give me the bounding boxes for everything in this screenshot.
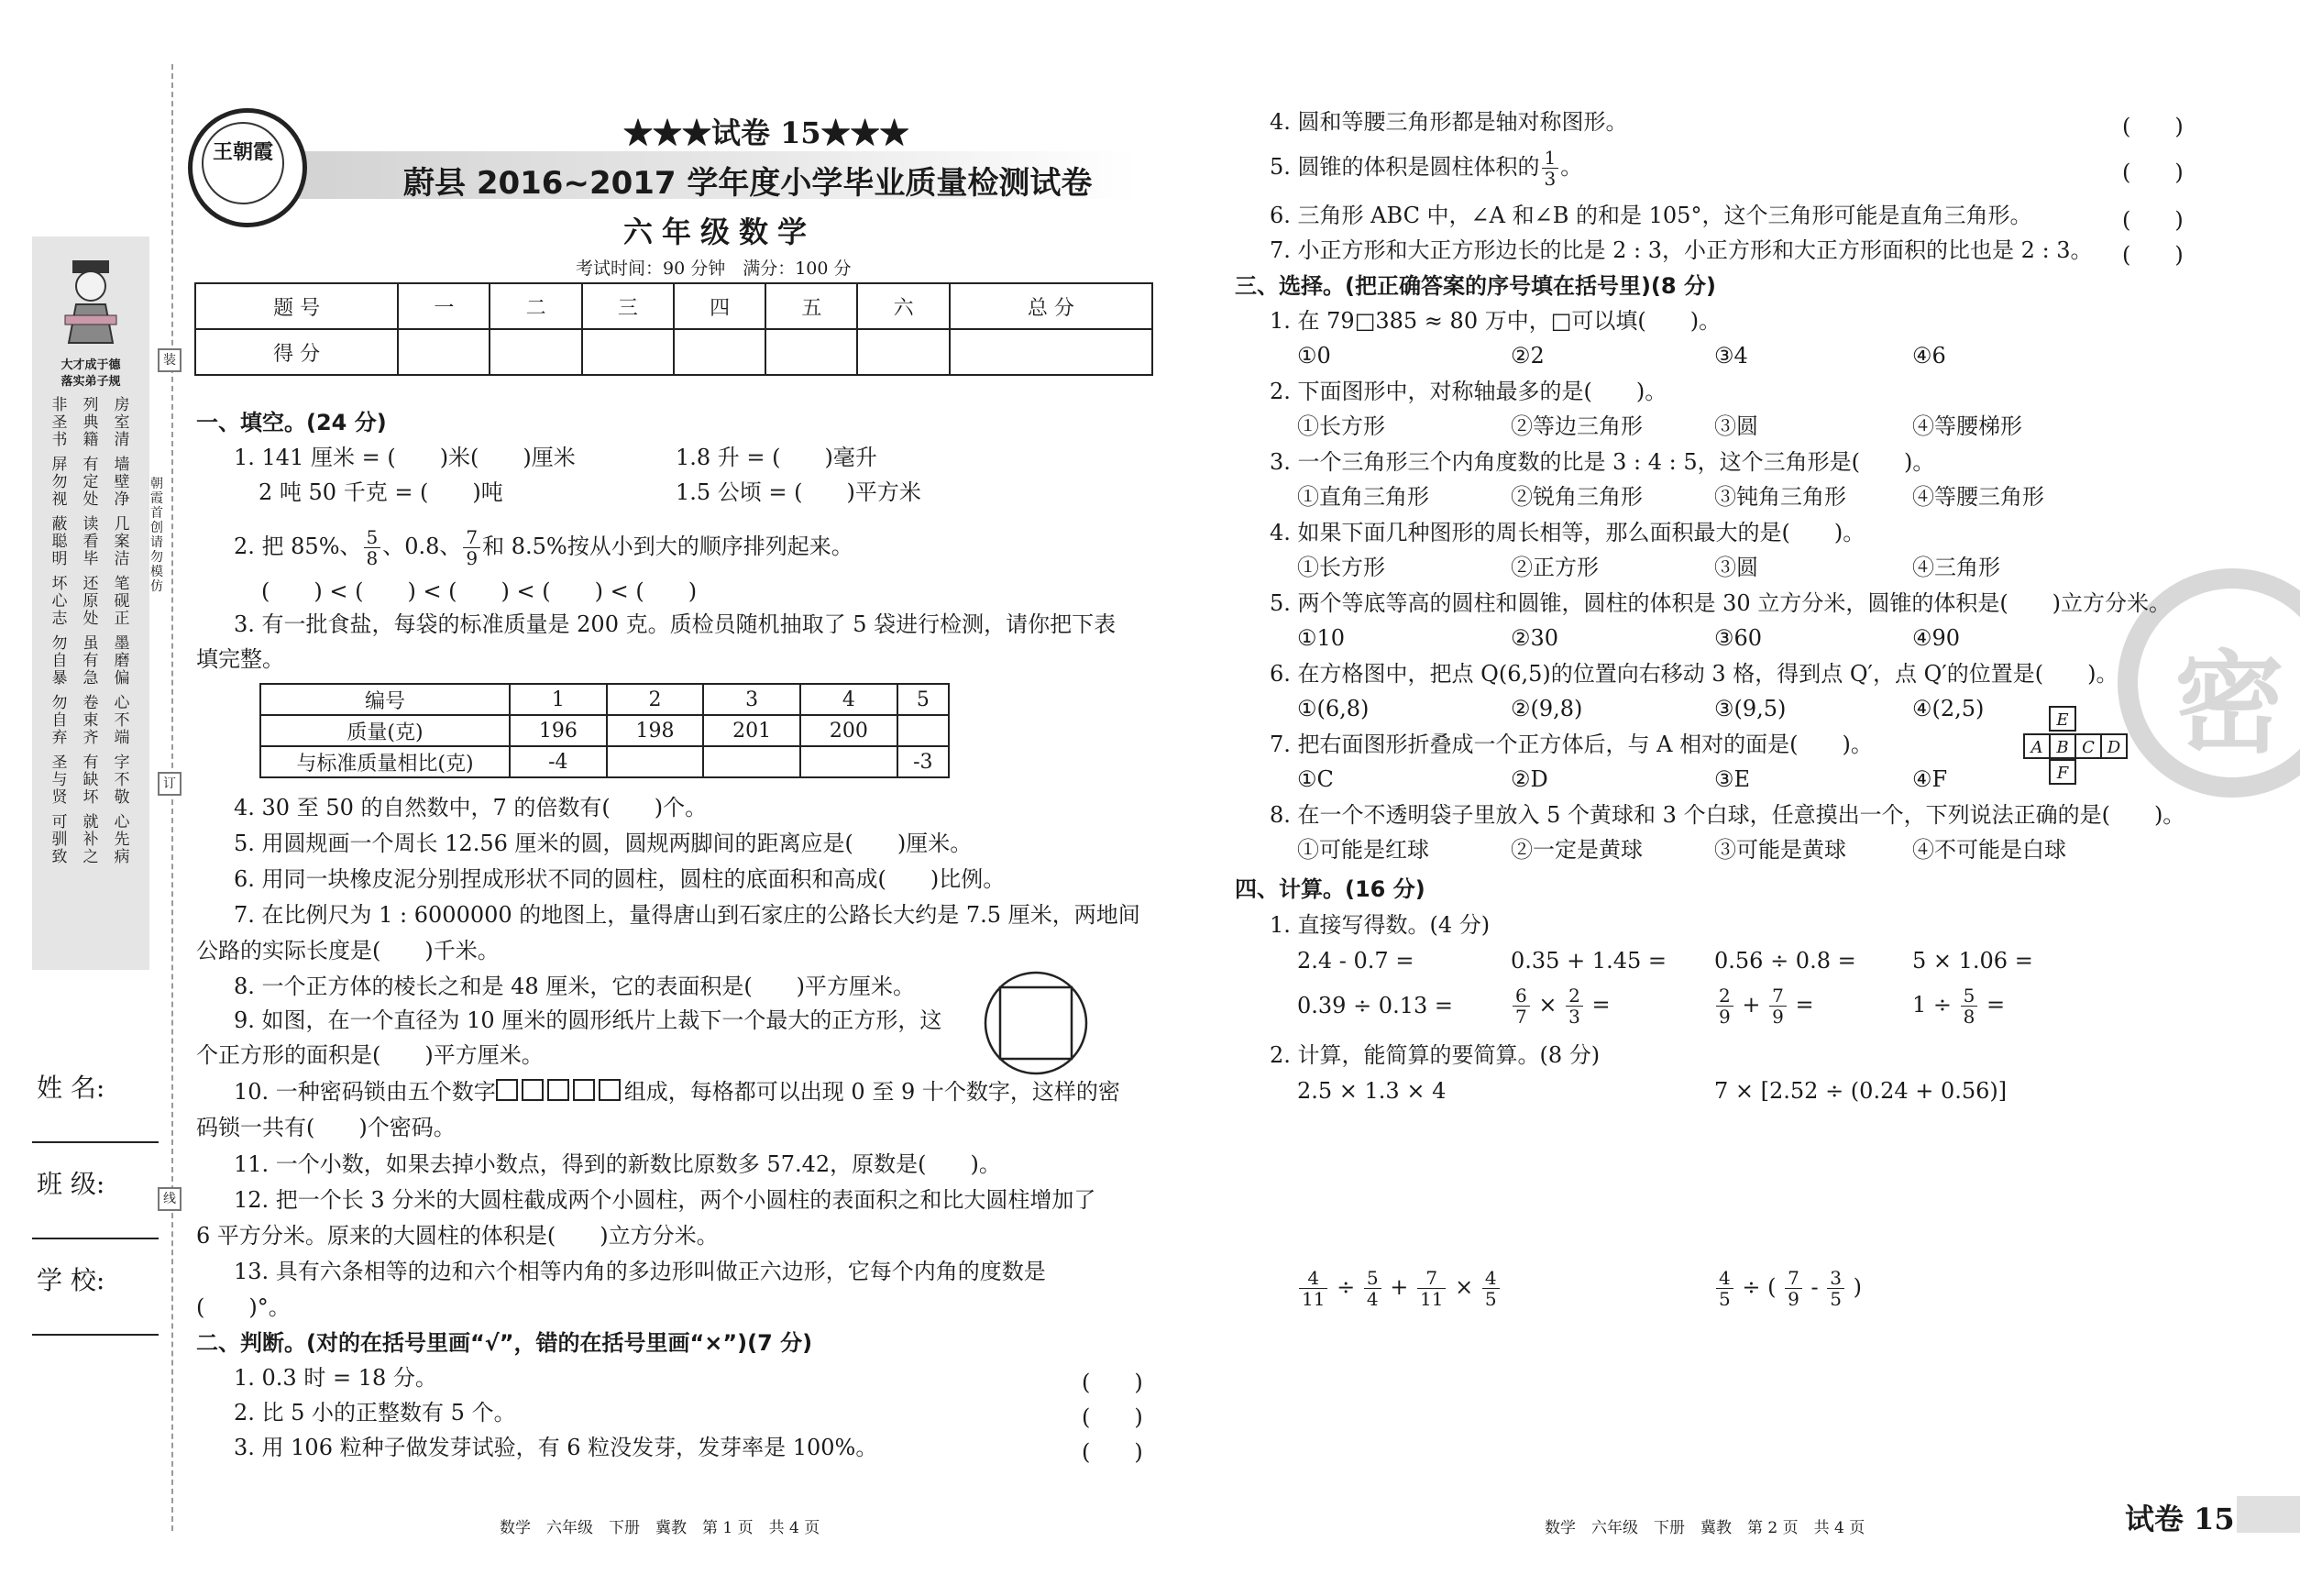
q3-line-2: 填完整。 [196, 646, 284, 672]
choice-option[interactable]: ③可能是黄球 [1714, 837, 1846, 863]
cube-face-a: A [2023, 733, 2051, 759]
judge-6-answer[interactable]: ( ) [2122, 207, 2184, 233]
choice-option[interactable]: ①可能是红球 [1297, 837, 1429, 863]
q13-line-1: 13. 具有六条相等的边和六个相等内角的多边形叫做正六边形，它每个内角的度数是 [234, 1259, 1046, 1284]
q2-frac-1 [364, 527, 381, 568]
table-cell[interactable] [800, 746, 897, 777]
frac-den: 9 [466, 547, 479, 569]
judge-5-frac [1542, 148, 1559, 189]
oral-7 [1714, 983, 1814, 1027]
frac-num: 1 [1542, 148, 1559, 169]
q9-line-2: 个正方形的面积是( )平方厘米。 [196, 1042, 544, 1068]
choice-option[interactable]: ②30 [1511, 625, 1559, 651]
choice-option[interactable]: ④等腰梯形 [1912, 413, 2022, 439]
frac-num: 2 [1566, 985, 1583, 1007]
frac [1769, 985, 1787, 1027]
paper-number: ★★★试卷 15★★★ [623, 116, 909, 150]
table-cell: 3 [703, 684, 800, 715]
frac [1417, 1268, 1446, 1309]
frac-den: 8 [366, 547, 379, 569]
oral-2: 0.35 + 1.45 = [1511, 948, 1667, 974]
q2-pre: 2. 把 85%、 [234, 534, 362, 559]
q10-line-2: 码锁一共有( )个密码。 [196, 1115, 456, 1140]
couplet-column: 还原处 [83, 575, 99, 628]
table-row [260, 715, 949, 746]
frac-den: 11 [1302, 1288, 1326, 1310]
judge-2: 2. 比 5 小的正整数有 5 个。 [234, 1400, 516, 1425]
judge-4: 4. 圆和等腰三角形都是轴对称图形。 [1270, 109, 1628, 135]
choice-option[interactable]: ④(2,5) [1912, 696, 1985, 721]
couplet-column: 圣与贤 [51, 754, 68, 807]
q2-order: ( ) < ( ) < ( ) < ( ) < ( ) [261, 578, 698, 604]
oral-3: 0.56 ÷ 0.8 = [1714, 948, 1856, 974]
stamp-char: 密 [2174, 639, 2284, 768]
choice-option[interactable]: ③E [1714, 766, 1751, 792]
page-title: 蔚县 2016~2017 学年度小学毕业质量检测试卷 [403, 165, 1093, 202]
couplet-group [41, 457, 140, 509]
choice-option[interactable]: ③60 [1714, 625, 1763, 651]
exam-info: 考试时间：90 分钟 满分：100 分 [576, 259, 852, 279]
couplet-group [41, 397, 140, 449]
frac [1716, 1268, 1733, 1309]
choice-option[interactable]: ④F [1912, 766, 1948, 792]
score-cell[interactable] [857, 329, 949, 375]
choice-question-2: 2. 下面图形中，对称轴最多的是( )。 [1270, 379, 1667, 404]
password-boxes [496, 1079, 624, 1107]
frac-num: 7 [1769, 985, 1787, 1007]
choice-option[interactable]: ④6 [1912, 343, 1946, 369]
oral-6 [1511, 983, 1611, 1027]
q11: 11. 一个小数，如果去掉小数点，得到的新数比原数多 57.42，原数是( )。 [234, 1151, 1001, 1177]
frac-den: 9 [1719, 1006, 1731, 1028]
score-cell[interactable] [765, 329, 857, 375]
choice-option[interactable]: ①长方形 [1297, 555, 1385, 580]
choice-option[interactable]: ②一定是黄球 [1511, 837, 1643, 863]
calc-sub-1: 1. 直接写得数。(4 分) [1270, 912, 1491, 938]
section4-title: 四、计算。(16 分) [1235, 876, 1425, 902]
judge-4-answer[interactable]: ( ) [2122, 114, 2184, 139]
choice-option[interactable]: ④等腰三角形 [1912, 484, 2044, 510]
frac-den: 5 [1830, 1288, 1842, 1310]
choice-option[interactable]: ④不可能是白球 [1912, 837, 2066, 863]
q6: 6. 用同一块橡皮泥分别捏成形状不同的圆柱，圆柱的底面积和高成( )比例。 [234, 866, 1006, 892]
couplet-column: 卷束齐 [83, 694, 99, 747]
frac-num: 7 [463, 527, 480, 548]
frac-den: 8 [1963, 1006, 1975, 1028]
couplet-group [41, 516, 140, 568]
frac [1482, 1268, 1500, 1309]
q10-pre: 10. 一种密码锁由五个数字 [234, 1079, 496, 1105]
eq: = [1591, 992, 1611, 1018]
judge-6: 6. 三角形 ABC 中，∠A 和∠B 的和是 105°，这个三角形可能是直角三角形。 [1270, 203, 2032, 228]
table-cell: -4 [510, 746, 607, 777]
publisher-logo [188, 108, 307, 227]
couplet-columns [41, 397, 140, 874]
q10 [234, 1078, 1120, 1107]
q12-line-1: 12. 把一个长 3 分米的大圆柱截成两个小圆柱，两个小圆柱的表面积之和比大圆柱增加了 [234, 1187, 1096, 1213]
score-header-cell: 三 [582, 283, 674, 329]
section3-title: 三、选择。(把正确答案的序号填在括号里)(8 分) [1235, 273, 1716, 299]
cube-face-c: C [2074, 733, 2102, 759]
oral-8 [1912, 983, 2005, 1027]
choice-option[interactable]: ①长方形 [1297, 413, 1385, 439]
oral-1: 2.4 - 0.7 = [1297, 948, 1414, 974]
q2-mid: 、0.8、 [382, 534, 462, 559]
frac-num: 5 [1364, 1268, 1381, 1289]
q7-line-1: 7. 在比例尺为 1 : 6000000 的地图上，量得唐山到石家庄的公路长大约是 7.5 厘米，两地间 [234, 902, 1140, 928]
choice-option[interactable]: ①10 [1297, 625, 1346, 651]
choice-question-8: 8. 在一个不透明袋子里放入 5 个黄球和 3 个白球，任意摸出一个，下列说法正确的是( )。 [1270, 802, 2185, 828]
frac-num: 3 [1827, 1268, 1844, 1289]
frac-num: 4 [1482, 1268, 1500, 1289]
couplet-column: 勿自弃 [51, 694, 68, 747]
q2-post: 和 8.5%按从小到大的顺序排列起来。 [482, 534, 853, 559]
frac-num: 7 [1785, 1268, 1802, 1289]
couplet-column: 心不端 [114, 694, 130, 747]
score-cell[interactable] [950, 329, 1152, 375]
couplet-group [41, 814, 140, 866]
q12-line-2: 6 平方分米。原来的大圆柱的体积是( )立方分米。 [196, 1223, 719, 1249]
frac [1716, 985, 1733, 1027]
choice-question-5: 5. 两个等底等高的圆柱和圆锥，圆柱的体积是 30 立方分米，圆锥的体积是( )立方分米。 [1270, 590, 2172, 616]
frac [1513, 985, 1530, 1027]
oral-5: 0.39 ÷ 0.13 = [1297, 993, 1453, 1018]
cube-face-e: E [2049, 706, 2076, 732]
frac-den: 5 [1719, 1288, 1731, 1310]
eq: = [1795, 992, 1814, 1018]
couplet-group [41, 576, 140, 628]
frac-den: 9 [1788, 1288, 1799, 1310]
choice-option[interactable]: ②正方形 [1511, 555, 1599, 580]
class-input-line[interactable] [32, 1238, 159, 1239]
table-cell[interactable] [897, 715, 949, 746]
motto [32, 358, 149, 391]
score-cell[interactable] [398, 329, 490, 375]
seal-zhuang: 装 [158, 348, 182, 372]
choice-option[interactable]: ③圆 [1714, 555, 1758, 580]
q1d: 1.5 公顷 = ( )平方米 [676, 479, 921, 505]
table-row [260, 684, 949, 715]
score-header-cell: 五 [765, 283, 857, 329]
judge-3: 3. 用 106 粒种子做发芽试验，有 6 粒没发芽，发芽率是 100%。 [234, 1435, 878, 1460]
table-cell: 2 [607, 684, 704, 715]
couplet-group [41, 754, 140, 807]
row-header: 质量(克) [260, 715, 510, 746]
choice-option[interactable]: ③4 [1714, 343, 1748, 369]
choice-option[interactable]: ③钝角三角形 [1714, 484, 1846, 510]
frac [1961, 985, 1978, 1027]
table-cell: 196 [510, 715, 607, 746]
table-cell: 200 [800, 715, 897, 746]
choice-question-4: 4. 如果下面几种图形的周长相等，那么面积最大的是( )。 [1270, 520, 1865, 545]
score-cell[interactable] [490, 329, 581, 375]
table-cell[interactable] [607, 746, 704, 777]
circle-square-figure [983, 970, 1089, 1080]
eq: = [1986, 992, 2006, 1018]
couplet-column: 虽有急 [83, 634, 99, 688]
frac-num: 4 [1716, 1268, 1733, 1289]
couplet-column: 列典籍 [83, 396, 99, 449]
choice-question-7: 7. 把右面图形折叠成一个正方体后，与 A 相对的面是( )。 [1270, 732, 1873, 757]
couplet-column: 笔砚正 [114, 575, 130, 628]
subject-title: 六年级数学 [623, 215, 817, 249]
couplet-column: 读看毕 [83, 515, 99, 568]
couplet-column: 可驯致 [51, 813, 68, 866]
choice-option[interactable]: ②锐角三角形 [1511, 484, 1643, 510]
couplet-column: 几案洁 [114, 515, 130, 568]
table-cell: -3 [897, 746, 949, 777]
oral-4: 5 × 1.06 = [1912, 948, 2033, 974]
choice-option[interactable]: ②(9,8) [1511, 696, 1583, 721]
seal-xian: 线 [158, 1187, 182, 1211]
calc-1: 2.5 × 1.3 × 4 [1297, 1078, 1447, 1104]
op: ) [1853, 1274, 1862, 1300]
frac-num: 5 [364, 527, 381, 548]
judge-3-answer[interactable]: ( ) [1082, 1439, 1143, 1465]
choice-question-3: 3. 一个三角形三个内角度数的比是 3 : 4 : 5，这个三角形是( )。 [1270, 449, 1935, 475]
q10-post: 组成，每格都可以出现 0 至 9 十个数字，这样的密 [623, 1079, 1120, 1105]
table-cell[interactable] [703, 746, 800, 777]
score-header-cell: 六 [857, 283, 949, 329]
q8: 8. 一个正方体的棱长之和是 48 厘米，它的表面积是( )平方厘米。 [234, 974, 916, 999]
op: ÷ [1337, 1274, 1356, 1300]
choice-option[interactable]: ①直角三角形 [1297, 484, 1429, 510]
table-row [260, 746, 949, 777]
calc-4 [1714, 1263, 1862, 1311]
frac [1299, 1268, 1327, 1309]
motto-line-1: 大才成于德 [61, 358, 121, 372]
row-header: 与标准质量相比(克) [260, 746, 510, 777]
score-header-cell: 题 号 [195, 283, 398, 329]
frac-den: 3 [1544, 168, 1557, 190]
table-cell: 198 [607, 715, 704, 746]
choice-option[interactable]: ①(6,8) [1297, 696, 1370, 721]
judge-5-end: 。 [1560, 154, 1583, 180]
frac [1785, 1268, 1802, 1309]
table-cell: 1 [510, 684, 607, 715]
school-input-line[interactable] [32, 1334, 159, 1336]
op: + [1390, 1274, 1409, 1300]
judge-7: 7. 小正方形和大正方形边长的比是 2 : 3，小正方形和大正方形面积的比也是 2 : 3。 [1270, 237, 2093, 263]
couplet-column: 墙壁净 [114, 456, 130, 509]
choice-option[interactable]: ③(9,5) [1714, 696, 1787, 721]
vertical-note: 朝霞首创 请勿模仿 [150, 477, 176, 594]
margin-strip [32, 237, 149, 970]
frac-den: 7 [1515, 1006, 1527, 1028]
op: ÷ ( [1742, 1274, 1777, 1300]
frac [1566, 985, 1583, 1027]
q3-line-1: 3. 有一批食盐，每袋的标准质量是 200 克。质检员随机抽取了 5 袋进行检测，请你把下表 [234, 611, 1117, 637]
frac-num: 7 [1417, 1268, 1446, 1289]
calc-3 [1297, 1263, 1502, 1311]
q4: 4. 30 至 50 的自然数中，7 的倍数有( )个。 [234, 795, 708, 820]
frac-den: 11 [1419, 1288, 1444, 1310]
q1c: 2 吨 50 千克 = ( )吨 [259, 479, 503, 505]
table-cell: 201 [703, 715, 800, 746]
couplet-column: 心先病 [114, 813, 130, 866]
judge-2-answer[interactable]: ( ) [1082, 1404, 1143, 1430]
q1b: 1.8 升 = ( )毫升 [676, 445, 877, 470]
couplet-group [41, 695, 140, 747]
choice-option[interactable]: ②2 [1511, 343, 1545, 369]
score-row-label: 得 分 [195, 329, 398, 375]
section2-title: 二、判断。(对的在括号里画“√”，错的在括号里画“×”)(7 分) [196, 1330, 813, 1356]
couplet-column: 房室清 [114, 396, 130, 449]
choice-option[interactable]: ③圆 [1714, 413, 1758, 439]
frac [1364, 1268, 1381, 1309]
calc-sub-2: 2. 计算，能简算的要简算。(8 分) [1270, 1042, 1601, 1068]
q2 [234, 524, 853, 568]
couplet-column: 勿自暴 [51, 634, 68, 688]
judge-5-text: 5. 圆锥的体积是圆柱体积的 [1270, 154, 1540, 180]
score-cell[interactable] [674, 329, 765, 375]
couplet-column: 有定处 [83, 456, 99, 509]
row-header: 编号 [260, 684, 510, 715]
score-header-cell: 一 [398, 283, 490, 329]
q5: 5. 用圆规画一个周长 12.56 厘米的圆，圆规两脚间的距离应是( )厘米。 [234, 831, 973, 856]
couplet-column: 屏勿视 [51, 456, 68, 509]
frac-den: 9 [1772, 1006, 1784, 1028]
frac [1827, 1268, 1844, 1309]
cube-face-d: D [2100, 733, 2128, 759]
judge-5 [1270, 145, 1582, 189]
q9-line-1: 9. 如图，在一个直径为 10 厘米的圆形纸片上裁下一个最大的正方形，这 [234, 1007, 942, 1033]
score-table [194, 282, 1153, 376]
score-header-cell: 总 分 [950, 283, 1152, 329]
salt-table [259, 683, 950, 778]
score-cell[interactable] [582, 329, 674, 375]
judge-1: 1. 0.3 时 = 18 分。 [234, 1365, 437, 1391]
section1-title: 一、填空。(24 分) [196, 410, 387, 435]
choice-option[interactable]: ④三角形 [1912, 555, 2000, 580]
frac-den: 3 [1568, 1006, 1580, 1028]
q7-line-2: 公路的实际长度是( )千米。 [196, 938, 500, 963]
op: × [1455, 1274, 1474, 1300]
couplet-group [41, 635, 140, 688]
table-cell: 4 [800, 684, 897, 715]
couplet-column: 就补之 [83, 813, 99, 866]
motto-line-2: 落实弟子规 [61, 375, 121, 389]
scholar-illustration [60, 255, 122, 347]
q2-frac-2 [463, 527, 480, 568]
judge-1-answer[interactable]: ( ) [1082, 1370, 1143, 1395]
choice-option[interactable]: ①C [1297, 766, 1334, 792]
op: × [1538, 992, 1557, 1018]
frac-den: 4 [1366, 1288, 1379, 1310]
pre: 1 ÷ [1912, 992, 1953, 1018]
footer-left: 数学 六年级 下册 冀教 第 1 页 共 4 页 [500, 1519, 820, 1537]
choice-question-6: 6. 在方格图中，把点 Q(6,5)的位置向右移动 3 格，得到点 Q′，点 Q′的位置是( )。 [1270, 661, 2118, 687]
choice-option[interactable]: ②等边三角形 [1511, 413, 1643, 439]
frac-num: 6 [1513, 985, 1530, 1007]
score-header-cell: 二 [490, 283, 581, 329]
frac-num: 2 [1716, 985, 1733, 1007]
couplet-column: 字不敬 [114, 754, 130, 807]
cube-face-b: B [2049, 733, 2076, 759]
school-label: 学 校: [37, 1265, 105, 1295]
couplet-column: 非圣书 [51, 396, 68, 449]
name-input-line[interactable] [32, 1141, 159, 1143]
couplet-column: 蔽聪明 [51, 515, 68, 568]
frac-den: 5 [1484, 1288, 1497, 1310]
choice-question-1: 1. 在 79□385 ≈ 80 万中，□可以填( )。 [1270, 308, 1722, 334]
calc-2: 7 × [2.52 ÷ (0.24 + 0.56)] [1714, 1078, 2008, 1104]
couplet-column: 有缺坏 [83, 754, 99, 807]
name-label: 姓 名: [37, 1073, 105, 1103]
seal-ding: 订 [158, 772, 182, 796]
couplet-column: 坏心志 [51, 575, 68, 628]
judge-5-answer[interactable]: ( ) [2122, 160, 2184, 185]
op: + [1742, 992, 1761, 1018]
footer-right: 数学 六年级 下册 冀教 第 2 页 共 4 页 [1545, 1519, 1865, 1537]
score-header-cell: 四 [674, 283, 765, 329]
choice-option[interactable]: ④90 [1912, 625, 1961, 651]
q1a: 1. 141 厘米 = ( )米( )厘米 [234, 445, 576, 470]
frac-num: 5 [1961, 985, 1978, 1007]
corner-label: 试卷 15 [2125, 1502, 2235, 1536]
choice-option[interactable]: ②D [1511, 766, 1548, 792]
judge-7-answer[interactable]: ( ) [2122, 242, 2184, 268]
corner-bar [2237, 1496, 2300, 1533]
class-label: 班 级: [37, 1169, 105, 1199]
logo-text: 王朝霞 [202, 122, 284, 204]
couplet-column: 墨磨偏 [114, 634, 130, 688]
binding-line [171, 64, 173, 1531]
choice-option[interactable]: ①0 [1297, 343, 1331, 369]
table-cell: 5 [897, 684, 949, 715]
op: - [1810, 1274, 1819, 1300]
frac-num: 4 [1299, 1268, 1327, 1289]
q13-line-2: ( )°。 [196, 1294, 291, 1320]
cube-face-f: F [2049, 759, 2076, 785]
